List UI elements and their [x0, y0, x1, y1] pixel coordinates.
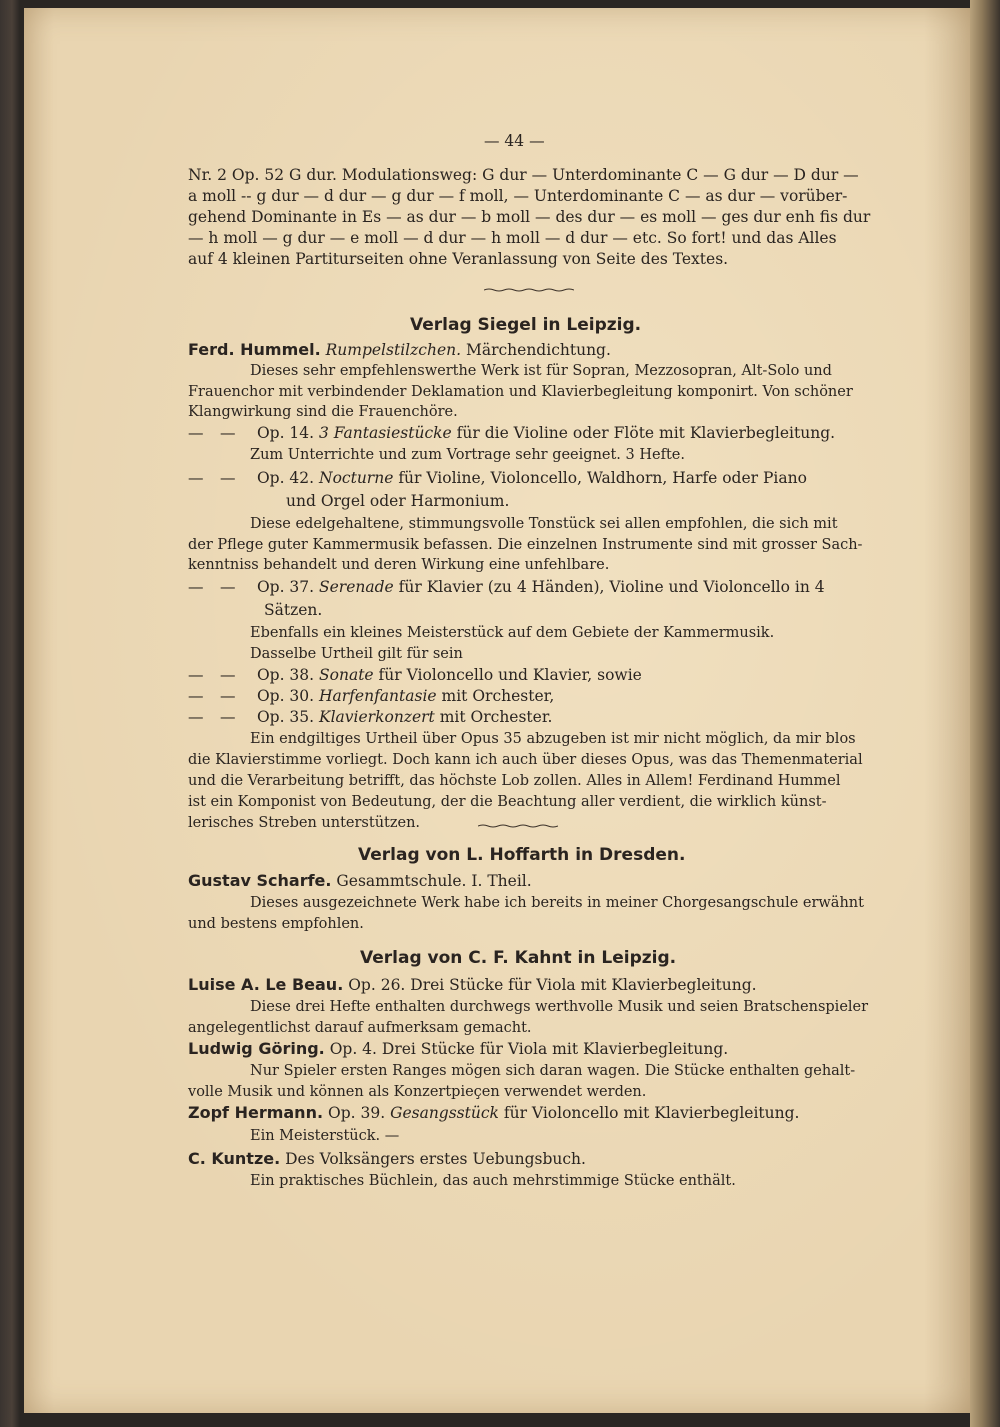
composer-name: C. Kuntze. [188, 1149, 281, 1168]
publisher-heading: Verlag von L. Hoffarth in Dresden. [358, 845, 686, 865]
description-line: Ein endgiltiges Urtheil über Opus 35 abzugeben ist mir nicht möglich, da mir blos [250, 731, 856, 747]
work-desc: mit Orchester. [439, 708, 553, 726]
description-line: Dieses ausgezeichnete Werk habe ich bereits in meiner Chorgesangschule erwähnt [250, 895, 864, 911]
ditto-dash: — [188, 708, 204, 726]
description-line: Nur Spieler ersten Ranges mögen sich daran wagen. Die Stücke enthalten gehalt- [250, 1063, 856, 1079]
work-desc: für Violoncello und Klavier, sowie [378, 666, 642, 684]
work-title: Serenade [319, 578, 394, 596]
ditto-dash: — [220, 424, 236, 442]
ditto-dash: — [220, 578, 236, 596]
publisher-heading: Verlag von C. F. Kahnt in Leipzig. [360, 948, 677, 968]
composer-name: Ludwig Göring. [188, 1039, 325, 1058]
intro-line: auf 4 kleinen Partiturseiten ohne Veranlassung von Seite des Textes. [188, 250, 729, 268]
ditto-dash: — [188, 687, 204, 705]
description-line: und die Verarbeitung betrifft, das höchste Lob zollen. Alles in Allem! Ferdinand Hummel [188, 773, 841, 789]
description-line: die Klavierstimme vorliegt. Doch kann ich auch über dieses Opus, was das Themenmaterial [188, 752, 863, 768]
work-desc-cont: Sätzen. [264, 601, 323, 619]
entry-op42 [188, 469, 807, 487]
entry-op35 [188, 708, 552, 726]
intro-line: gehend Dominante in Es — as dur — b moll — des dur — es moll — ges dur enh fis dur [188, 208, 871, 226]
entry-op38 [188, 666, 642, 684]
description-line: lerisches Streben unterstützen. [188, 815, 421, 831]
entry-op30 [188, 687, 554, 705]
intro-line: Nr. 2 Op. 52 G dur. Modulationsweg: G dur — Unterdominante C — G dur — D dur — [188, 166, 859, 184]
work-desc: für die Violine oder Flöte mit Klavierbegleitung. [456, 424, 836, 442]
opus-number: Op. 14. [256, 424, 315, 442]
work-title: Sonate [319, 666, 374, 684]
ditto-dash: — [220, 687, 236, 705]
work-title: Klavierkonzert [319, 708, 435, 726]
description-line: Zum Unterrichte und zum Vortrage sehr geeignet. 3 Hefte. [250, 447, 685, 463]
work-title: Gesammtschule. I. Theil. [336, 872, 532, 890]
description-line: Frauenchor mit verbindender Deklamation und Klavierbegleitung komponirt. Von schöner [188, 384, 853, 400]
opus-number: Op. 38. [256, 666, 315, 684]
ditto-dash: — [220, 469, 236, 487]
ditto-dash: — [188, 424, 204, 442]
description-line: Diese drei Hefte enthalten durchwegs werthvolle Musik und seien Bratschenspieler [250, 999, 869, 1015]
opus-number: Op. 30. [256, 687, 315, 705]
work-title: Harfenfantasie [319, 687, 437, 705]
description-line: volle Musik und können als Konzertpieçen verwendet werden. [188, 1084, 647, 1100]
work-desc: für Klavier (zu 4 Händen), Violine und Violoncello in 4 [398, 578, 825, 596]
work-genre: Märchendichtung. [465, 341, 611, 359]
work-title: Des Volksängers erstes Uebungsbuch. [285, 1150, 586, 1168]
composer-name: Zopf Hermann. [188, 1103, 324, 1122]
ditto-dash: — [220, 666, 236, 684]
work-desc: mit Orchester, [441, 687, 555, 705]
ditto-dash: — [188, 666, 204, 684]
work-title: Gesangsstück [390, 1104, 499, 1122]
description-line: und bestens empfohlen. [188, 916, 364, 932]
book-spine-edge [970, 0, 1000, 1427]
composer-name: Gustav Scharfe. [188, 871, 332, 890]
entry-kuntze [188, 1150, 586, 1168]
opus-number: Op. 39. [327, 1104, 386, 1122]
entry-scharfe [188, 872, 532, 890]
work-title: Nocturne [319, 469, 394, 487]
description-line: Ein praktisches Büchlein, das auch mehrstimmige Stücke enthält. [250, 1173, 736, 1189]
intro-line: a moll -- g dur — d dur — g dur — f moll, — Unterdominante C — as dur — vorüber- [188, 187, 848, 205]
description-line: Dasselbe Urtheil gilt für sein [250, 646, 463, 662]
ditto-dash: — [220, 708, 236, 726]
opus-number: Op. 37. [256, 578, 315, 596]
opus-number: Op. 35. [256, 708, 315, 726]
description-line: Ein Meisterstück. — [250, 1128, 400, 1144]
ditto-dash: — [188, 578, 204, 596]
description-line: Dieses sehr empfehlenswerthe Werk ist für Sopran, Mezzosopran, Alt-Solo und [250, 363, 832, 379]
entry-op14 [188, 424, 835, 442]
work-title: Op. 4. Drei Stücke für Viola mit Klavierbegleitung. [329, 1040, 729, 1058]
description-line: der Pflege guter Kammermusik befassen. Die einzelnen Instrumente sind mit grosser Sach- [188, 537, 863, 553]
work-desc: für Violoncello mit Klavierbegleitung. [503, 1104, 800, 1122]
composer-name: Luise A. Le Beau. [188, 975, 344, 994]
entry-op37 [188, 578, 825, 596]
work-title: Op. 26. Drei Stücke für Viola mit Klavierbegleitung. [348, 976, 757, 994]
page-number: — 44 — [484, 132, 545, 150]
intro-line: — h moll — g dur — e moll — d dur — h moll — d dur — etc. So fort! und das Alles [188, 229, 837, 247]
work-desc: für Violine, Violoncello, Waldhorn, Harfe oder Piano [398, 469, 807, 487]
work-title: 3 Fantasiestücke [319, 424, 452, 442]
description-line: Diese edelgehaltene, stimmungsvolle Tonstück sei allen empfohlen, die sich mit [250, 516, 838, 532]
entry-goring [188, 1040, 728, 1058]
opus-number: Op. 42. [256, 469, 315, 487]
entry-hummel [188, 341, 611, 359]
entry-zopf [188, 1104, 799, 1122]
composer-name: Ferd. Hummel. [188, 340, 321, 359]
work-title: Rumpelstilzchen. [325, 341, 462, 359]
description-line: Klangwirkung sind die Frauenchöre. [188, 404, 458, 420]
ditto-dash: — [188, 469, 204, 487]
description-line: angelegentlichst darauf aufmerksam gemacht. [188, 1020, 532, 1036]
publisher-heading: Verlag Siegel in Leipzig. [410, 315, 642, 335]
description-line: ist ein Komponist von Bedeutung, der die Beachtung aller verdient, die wirklich künst- [188, 794, 827, 810]
description-line: Ebenfalls ein kleines Meisterstück auf dem Gebiete der Kammermusik. [250, 625, 775, 641]
work-desc-cont: und Orgel oder Harmonium. [286, 492, 510, 510]
ornament-divider [484, 288, 574, 290]
description-line: kenntniss behandelt und deren Wirkung eine unfehlbare. [188, 557, 610, 573]
entry-lebeau [188, 976, 757, 994]
ornament-divider [478, 824, 558, 826]
